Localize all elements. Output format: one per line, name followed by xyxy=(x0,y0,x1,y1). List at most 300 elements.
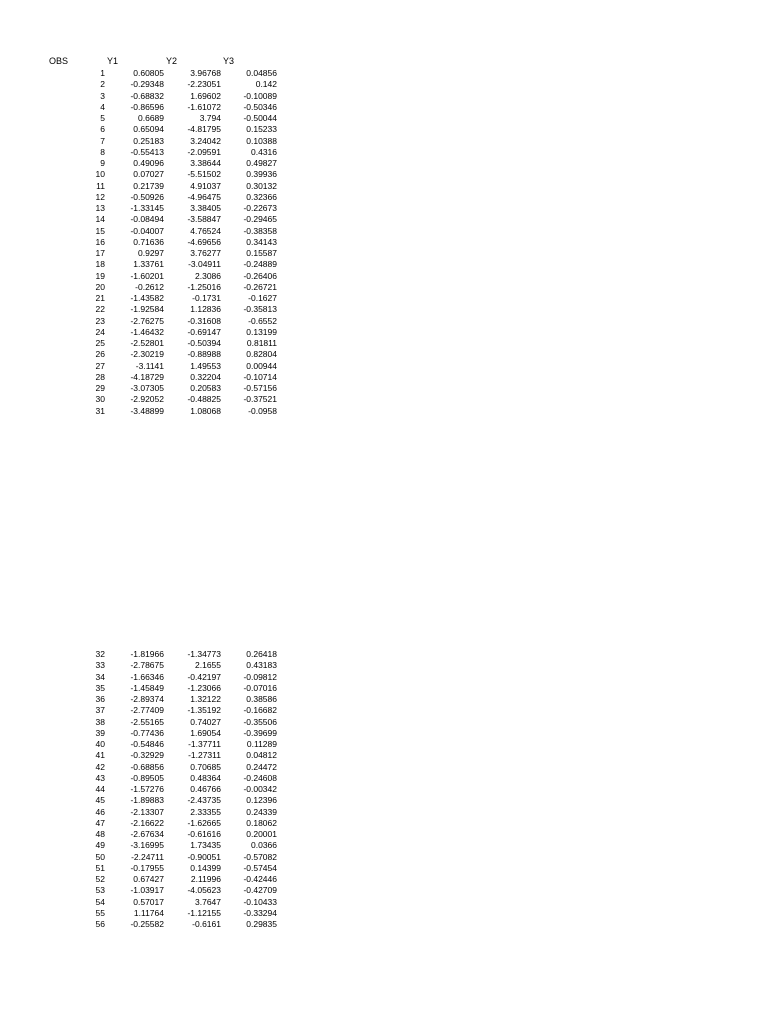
y3-cell: 0.18062 xyxy=(246,817,277,828)
row-filler xyxy=(277,750,768,761)
y1-cell: -0.17955 xyxy=(130,862,164,873)
obs-cell: 31 xyxy=(95,405,105,416)
row-filler xyxy=(277,897,768,908)
obs-cell: 2 xyxy=(100,79,105,90)
row-spacer xyxy=(0,897,84,908)
y3-cell: 0.82804 xyxy=(246,349,277,360)
obs-cell: 43 xyxy=(95,772,105,783)
table-row xyxy=(0,226,768,237)
row-filler xyxy=(277,919,768,930)
y2-cell: 0.74027 xyxy=(190,716,221,727)
obs-cell: 29 xyxy=(95,383,105,393)
table-row xyxy=(0,908,768,919)
y2-cell: 0.14399 xyxy=(190,862,221,873)
table-row xyxy=(0,349,768,360)
y2-cell: 3.24042 xyxy=(190,135,221,146)
obs-cell: 5 xyxy=(100,113,105,123)
table-row xyxy=(0,840,768,851)
row-filler xyxy=(277,372,768,383)
row-filler xyxy=(277,316,768,327)
y3-cell: -0.10089 xyxy=(243,90,277,101)
row-spacer xyxy=(0,113,84,124)
row-spacer xyxy=(0,660,84,671)
row-filler xyxy=(277,762,768,773)
row-spacer xyxy=(0,91,84,102)
row-spacer xyxy=(0,361,84,372)
row-filler xyxy=(277,728,768,739)
obs-cell: 1 xyxy=(100,68,105,78)
obs-cell: 24 xyxy=(95,326,105,337)
y2-cell: -4.05623 xyxy=(187,885,221,896)
table-row xyxy=(0,762,768,773)
row-spacer xyxy=(0,237,84,248)
y3-cell: -0.09812 xyxy=(243,671,277,682)
y2-cell: 3.7647 xyxy=(195,896,221,907)
table-row xyxy=(0,852,768,863)
table-row xyxy=(0,91,768,102)
row-spacer xyxy=(0,136,84,147)
table-row xyxy=(0,237,768,248)
row-filler xyxy=(277,192,768,203)
row-spacer xyxy=(0,919,84,930)
y2-cell: -1.23066 xyxy=(187,682,221,693)
y1-cell: 1.11764 xyxy=(133,907,164,918)
row-filler xyxy=(277,158,768,169)
y2-cell: -4.96475 xyxy=(187,191,221,202)
y3-cell: -0.24889 xyxy=(243,259,277,270)
y1-cell: 0.57017 xyxy=(133,896,164,907)
table-row xyxy=(0,705,768,716)
y1-cell: -0.86596 xyxy=(130,101,164,112)
table-row xyxy=(0,818,768,829)
row-spacer xyxy=(0,282,84,293)
y1-cell: -0.68856 xyxy=(130,761,164,772)
y3-cell: -0.57156 xyxy=(243,383,277,393)
y2-cell: -2.23051 xyxy=(187,79,221,90)
y1-cell: 0.71636 xyxy=(133,236,164,247)
row-filler xyxy=(277,908,768,919)
row-filler xyxy=(277,784,768,795)
row-filler xyxy=(277,683,768,694)
y3-cell: -0.33294 xyxy=(243,907,277,918)
y3-cell: -0.37521 xyxy=(243,394,277,405)
row-filler xyxy=(277,818,768,829)
table-row xyxy=(0,807,768,818)
obs-cell: 37 xyxy=(95,705,105,716)
row-filler xyxy=(277,68,768,79)
obs-cell: 33 xyxy=(95,660,105,671)
obs-cell: 45 xyxy=(95,795,105,806)
row-spacer xyxy=(0,739,84,750)
obs-cell: 32 xyxy=(95,649,105,659)
y3-cell: -0.39699 xyxy=(243,727,277,738)
table-row xyxy=(0,102,768,113)
y3-cell: -0.24608 xyxy=(243,772,277,783)
y3-cell: -0.42709 xyxy=(243,885,277,896)
row-filler xyxy=(277,169,768,180)
table-row xyxy=(0,874,768,885)
table-row xyxy=(0,885,768,896)
row-filler xyxy=(277,181,768,192)
y1-cell: -2.55165 xyxy=(130,716,164,727)
row-filler xyxy=(277,327,768,338)
row-filler xyxy=(277,113,768,124)
y3-cell: -0.57454 xyxy=(243,862,277,873)
y3-cell: -0.6552 xyxy=(248,315,277,326)
table-row xyxy=(0,394,768,405)
row-filler xyxy=(277,394,768,405)
y3-cell: -0.35506 xyxy=(243,716,277,727)
data-table-page-1 xyxy=(0,68,768,417)
row-spacer xyxy=(0,271,84,282)
y2-cell: 1.69054 xyxy=(190,727,221,738)
row-spacer xyxy=(0,885,84,896)
obs-cell: 20 xyxy=(95,281,105,292)
row-spacer xyxy=(0,829,84,840)
row-filler xyxy=(277,717,768,728)
y1-cell: 0.67427 xyxy=(133,874,164,884)
y3-cell: 0.4316 xyxy=(251,146,277,157)
y3-cell: 0.13199 xyxy=(246,326,277,337)
row-spacer xyxy=(0,394,84,405)
obs-cell: 17 xyxy=(95,248,105,258)
y1-cell: -0.08494 xyxy=(130,214,164,225)
row-spacer xyxy=(0,717,84,728)
y2-cell: 2.33355 xyxy=(190,806,221,817)
row-filler xyxy=(277,79,768,90)
y2-cell: -3.04911 xyxy=(188,259,221,270)
obs-cell: 47 xyxy=(95,817,105,828)
y1-cell: -1.66346 xyxy=(130,671,164,682)
row-filler xyxy=(277,226,768,237)
y2-cell: -2.43735 xyxy=(187,795,221,806)
y3-cell: 0.39936 xyxy=(246,169,277,180)
y1-cell: -2.78675 xyxy=(130,660,164,671)
table-row xyxy=(0,79,768,90)
y1-cell: -1.46432 xyxy=(130,326,164,337)
obs-cell: 25 xyxy=(95,338,105,348)
obs-cell: 6 xyxy=(100,124,105,135)
y1-cell: 0.25183 xyxy=(133,135,164,146)
row-spacer xyxy=(0,214,84,225)
obs-cell: 10 xyxy=(95,169,105,180)
y2-cell: 1.73435 xyxy=(190,840,221,851)
row-filler xyxy=(277,672,768,683)
obs-cell: 11 xyxy=(96,180,105,191)
y1-cell: -0.77436 xyxy=(130,727,164,738)
table-row xyxy=(0,919,768,930)
obs-cell: 15 xyxy=(95,225,105,236)
y3-cell: -0.50346 xyxy=(243,101,277,112)
table-row xyxy=(0,282,768,293)
y3-cell: 0.142 xyxy=(255,79,277,90)
y1-cell: -1.33145 xyxy=(130,203,164,213)
row-filler xyxy=(277,649,768,660)
table-row xyxy=(0,214,768,225)
y1-cell: -0.32929 xyxy=(130,750,164,761)
table-row xyxy=(0,784,768,795)
y3-cell: 0.32366 xyxy=(246,191,277,202)
obs-cell: 8 xyxy=(100,146,105,157)
y1-cell: -0.50926 xyxy=(130,191,164,202)
obs-cell: 52 xyxy=(95,874,105,884)
y3-cell: -0.26721 xyxy=(243,281,277,292)
table-row xyxy=(0,304,768,315)
row-filler xyxy=(277,338,768,349)
y1-cell: -1.81966 xyxy=(130,649,164,659)
row-filler xyxy=(277,102,768,113)
row-filler xyxy=(277,660,768,671)
row-filler xyxy=(277,271,768,282)
y1-cell: -0.29348 xyxy=(130,79,164,90)
obs-cell: 49 xyxy=(95,840,105,851)
row-filler xyxy=(277,885,768,896)
y1-cell: -0.55413 xyxy=(130,146,164,157)
row-spacer xyxy=(0,147,84,158)
y1-cell: -2.30219 xyxy=(130,349,164,360)
y2-cell: -0.6161 xyxy=(192,919,221,929)
y2-cell: 1.49553 xyxy=(190,360,221,371)
table-row xyxy=(0,113,768,124)
y2-cell: -0.61616 xyxy=(187,829,221,839)
obs-cell: 54 xyxy=(95,896,105,907)
y2-cell: -0.48825 xyxy=(187,394,221,405)
y2-cell: -4.81795 xyxy=(187,124,221,135)
y1-cell: -2.77409 xyxy=(130,705,164,716)
row-spacer xyxy=(0,349,84,360)
y3-cell: -0.00342 xyxy=(243,784,277,794)
obs-cell: 36 xyxy=(95,694,105,704)
obs-cell: 55 xyxy=(95,907,105,918)
row-spacer xyxy=(0,874,84,885)
table-row xyxy=(0,338,768,349)
y1-cell: -3.1141 xyxy=(135,360,164,371)
y2-cell: -1.37711 xyxy=(188,739,221,749)
y1-cell: 0.6689 xyxy=(138,113,164,123)
y2-cell: 2.11996 xyxy=(190,874,221,884)
y3-cell: 0.10388 xyxy=(246,135,277,146)
table-row xyxy=(0,361,768,372)
table-row xyxy=(0,271,768,282)
table-row xyxy=(0,750,768,761)
y2-cell: 1.69602 xyxy=(190,90,221,101)
y2-cell: -1.25016 xyxy=(187,281,221,292)
table-row xyxy=(0,829,768,840)
y2-cell: 1.12836 xyxy=(190,304,221,315)
row-spacer xyxy=(0,259,84,270)
y2-cell: -5.51502 xyxy=(187,169,221,180)
obs-cell: 22 xyxy=(95,304,105,315)
row-spacer xyxy=(0,226,84,237)
table-row xyxy=(0,795,768,806)
table-row xyxy=(0,406,768,417)
row-filler xyxy=(277,293,768,304)
row-spacer xyxy=(0,338,84,349)
table-row xyxy=(0,683,768,694)
row-filler xyxy=(277,829,768,840)
y3-cell: 0.49827 xyxy=(246,158,277,168)
y3-cell: 0.15233 xyxy=(246,124,277,135)
y3-cell: 0.81811 xyxy=(246,338,277,348)
y1-cell: -2.92052 xyxy=(130,394,164,405)
row-filler xyxy=(277,282,768,293)
y2-cell: 4.76524 xyxy=(190,225,221,236)
y3-cell: -0.42446 xyxy=(243,874,277,884)
obs-cell: 56 xyxy=(95,919,105,929)
y3-cell: -0.10714 xyxy=(243,371,277,382)
obs-cell: 39 xyxy=(95,727,105,738)
table-row xyxy=(0,660,768,671)
y1-cell: -1.92584 xyxy=(130,304,164,315)
y2-cell: -3.58847 xyxy=(187,214,221,225)
row-spacer xyxy=(0,863,84,874)
row-filler xyxy=(277,136,768,147)
row-spacer xyxy=(0,807,84,818)
obs-cell: 46 xyxy=(95,806,105,817)
y2-cell: -1.61072 xyxy=(187,101,221,112)
y2-cell: -0.31608 xyxy=(187,315,221,326)
obs-cell: 34 xyxy=(95,671,105,682)
y2-cell: -4.69656 xyxy=(187,236,221,247)
y1-cell: -1.89883 xyxy=(130,795,164,806)
row-filler xyxy=(277,214,768,225)
table-row xyxy=(0,169,768,180)
row-spacer xyxy=(0,192,84,203)
row-spacer xyxy=(0,784,84,795)
table-row xyxy=(0,192,768,203)
header-y2: Y2 xyxy=(166,56,178,66)
row-spacer xyxy=(0,649,84,660)
y1-cell: 1.33761 xyxy=(133,259,164,270)
y1-cell: -2.24711 xyxy=(131,851,164,862)
y2-cell: -1.12155 xyxy=(187,907,221,918)
y2-cell: 3.38644 xyxy=(190,158,221,168)
table-row xyxy=(0,773,768,784)
table-row xyxy=(0,158,768,169)
y2-cell: -0.1731 xyxy=(192,293,221,303)
y1-cell: -2.89374 xyxy=(130,694,164,704)
y3-cell: 0.26418 xyxy=(246,649,277,659)
row-filler xyxy=(277,147,768,158)
row-spacer xyxy=(0,316,84,327)
y1-cell: 0.60805 xyxy=(133,68,164,78)
y1-cell: -2.76275 xyxy=(130,315,164,326)
row-spacer xyxy=(0,203,84,214)
row-filler xyxy=(277,406,768,417)
table-row xyxy=(0,672,768,683)
y1-cell: 0.21739 xyxy=(133,180,164,191)
row-filler xyxy=(277,773,768,784)
row-filler xyxy=(277,304,768,315)
y3-cell: -0.0958 xyxy=(248,405,277,416)
obs-cell: 44 xyxy=(95,784,105,794)
row-filler xyxy=(277,874,768,885)
obs-cell: 3 xyxy=(100,90,105,101)
row-filler xyxy=(277,694,768,705)
y2-cell: -1.27311 xyxy=(188,750,221,761)
table-row xyxy=(0,147,768,158)
row-filler xyxy=(277,739,768,750)
y1-cell: -2.16622 xyxy=(130,817,164,828)
row-spacer xyxy=(0,181,84,192)
y3-cell: 0.04856 xyxy=(246,68,277,78)
y3-cell: 0.0366 xyxy=(251,840,277,851)
obs-cell: 41 xyxy=(95,750,105,761)
obs-cell: 14 xyxy=(95,214,105,225)
y3-cell: -0.10433 xyxy=(243,896,277,907)
y1-cell: -0.89505 xyxy=(130,772,164,783)
y2-cell: -0.50394 xyxy=(187,338,221,348)
y1-cell: -0.04007 xyxy=(130,225,164,236)
table-row xyxy=(0,649,768,660)
y2-cell: -1.62665 xyxy=(187,817,221,828)
y3-cell: -0.35813 xyxy=(243,304,277,315)
y1-cell: -4.18729 xyxy=(130,371,164,382)
y2-cell: 0.46766 xyxy=(190,784,221,794)
table-row xyxy=(0,717,768,728)
obs-cell: 27 xyxy=(95,360,105,371)
obs-cell: 42 xyxy=(95,761,105,772)
table-row xyxy=(0,897,768,908)
row-spacer xyxy=(0,795,84,806)
row-spacer xyxy=(0,102,84,113)
y2-cell: -2.09591 xyxy=(187,146,221,157)
table-row xyxy=(0,728,768,739)
y3-cell: -0.16682 xyxy=(243,705,277,716)
y2-cell: 4.91037 xyxy=(190,180,221,191)
row-filler xyxy=(277,361,768,372)
row-filler xyxy=(277,259,768,270)
y3-cell: 0.38586 xyxy=(246,694,277,704)
y1-cell: -3.07305 xyxy=(130,383,164,393)
row-spacer xyxy=(0,169,84,180)
y1-cell: -2.13307 xyxy=(130,806,164,817)
row-spacer xyxy=(0,158,84,169)
y3-cell: 0.43183 xyxy=(246,660,277,671)
y1-cell: -2.52801 xyxy=(130,338,164,348)
y2-cell: -0.42197 xyxy=(187,671,221,682)
y1-cell: -2.67634 xyxy=(130,829,164,839)
row-spacer xyxy=(0,750,84,761)
obs-cell: 19 xyxy=(95,270,105,281)
row-filler xyxy=(277,705,768,716)
y1-cell: -1.43582 xyxy=(130,293,164,303)
row-spacer xyxy=(0,705,84,716)
y2-cell: -0.88988 xyxy=(187,349,221,360)
obs-cell: 38 xyxy=(95,716,105,727)
obs-cell: 30 xyxy=(95,394,105,405)
row-spacer xyxy=(0,908,84,919)
y3-cell: -0.22673 xyxy=(243,203,277,213)
obs-cell: 16 xyxy=(95,236,105,247)
y1-cell: 0.65094 xyxy=(133,124,164,135)
row-filler xyxy=(277,383,768,394)
row-spacer xyxy=(0,840,84,851)
y1-cell: -1.60201 xyxy=(130,270,164,281)
table-row xyxy=(0,327,768,338)
row-spacer xyxy=(0,383,84,394)
row-filler xyxy=(277,91,768,102)
y2-cell: 3.96768 xyxy=(190,68,221,78)
row-filler xyxy=(277,852,768,863)
row-filler xyxy=(277,203,768,214)
row-filler xyxy=(277,349,768,360)
y1-cell: 0.9297 xyxy=(138,248,164,258)
obs-cell: 18 xyxy=(95,259,105,270)
table-row xyxy=(0,293,768,304)
row-spacer xyxy=(0,293,84,304)
y1-cell: -0.2612 xyxy=(135,281,164,292)
